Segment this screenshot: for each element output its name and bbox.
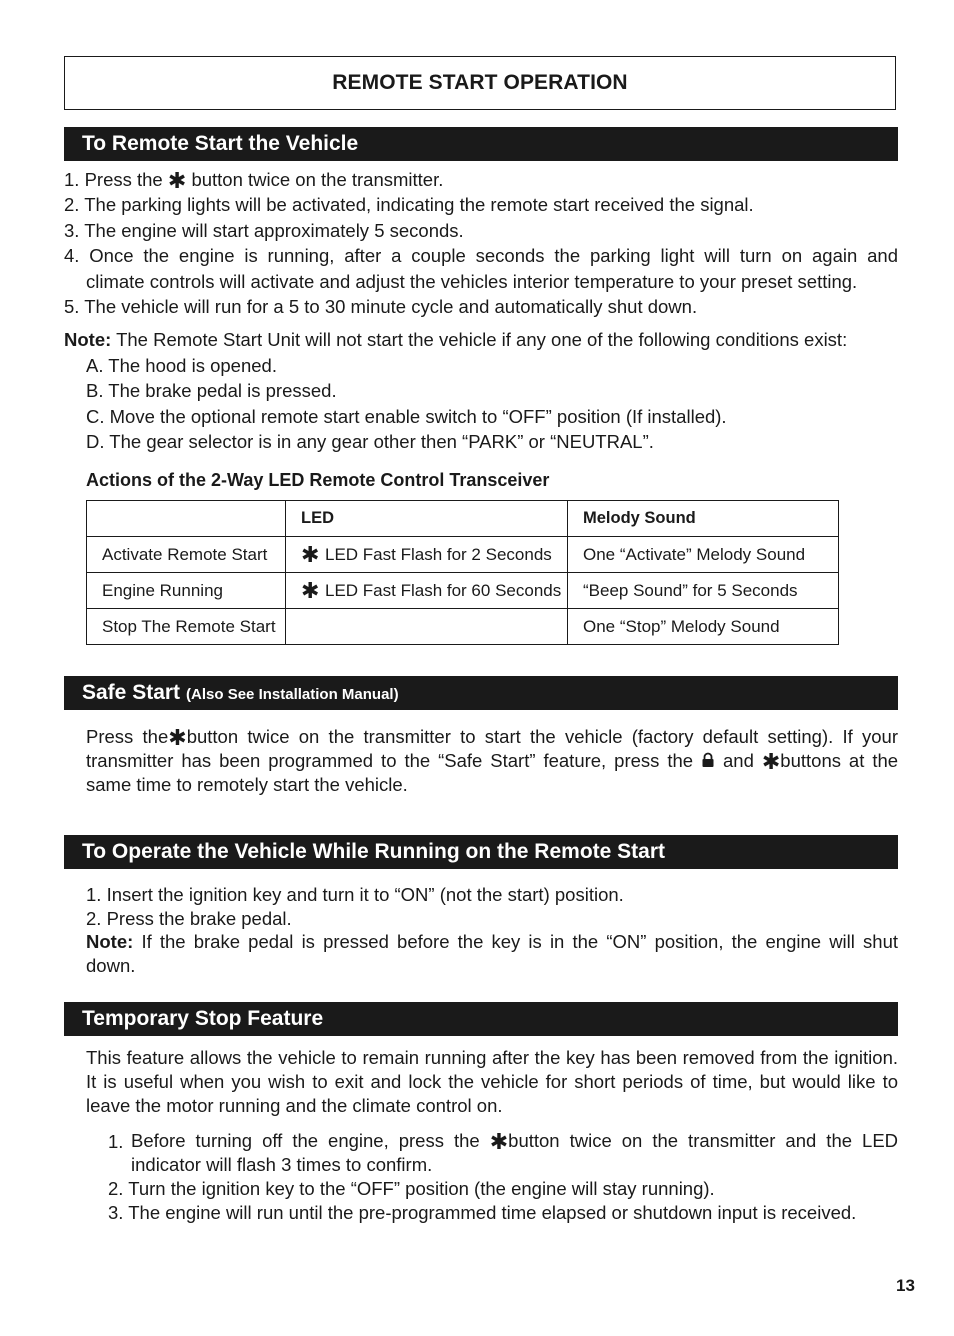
page-number: 13: [896, 1276, 915, 1295]
step-2: 2. The parking lights will be activated, indicating the remote start received the signal.: [64, 194, 754, 215]
led-actions-table: [86, 500, 839, 645]
condition-c: C. Move the optional remote start enable switch to “OFF” position (If installed).: [86, 406, 727, 427]
step-1-text: 1. Press the: [64, 169, 163, 190]
step-4-line-2: climate controls will activate and adjust the vehicles interior temperature to your preset setting.: [86, 271, 858, 292]
table-header-blank: [87, 501, 286, 537]
table-cell-led: [286, 573, 568, 609]
safe-start-text-2: button twice on the transmitter to start the vehicle (factory default setting). If your transmitter has been programmed to the “Safe Start” feature, press the: [86, 726, 898, 771]
asterisk-icon: ✱: [168, 725, 187, 750]
condition-b: B. The brake pedal is pressed.: [86, 380, 337, 401]
step-1: [64, 167, 443, 192]
table-cell-led: [286, 537, 568, 573]
table-header-melody: Melody Sound: [568, 501, 839, 537]
temp-step-1-text: Before turning off the engine, press the: [131, 1130, 480, 1151]
safe-start-text-1: Press the: [86, 726, 169, 747]
step-4-line-1: 4. Once the engine is running, after a couple seconds the parking light will turn on again and: [64, 245, 898, 266]
page-title: REMOTE START OPERATION: [64, 56, 896, 110]
safe-start-text-3: and: [723, 750, 754, 771]
table-row: [87, 537, 839, 573]
note-text: If the brake pedal is pressed before the key is in the “ON” position, the engine will shut down.: [86, 931, 898, 976]
note: [64, 327, 847, 352]
asterisk-icon: ✱: [301, 577, 320, 603]
step-5: 5. The vehicle will run for a 5 to 30 minute cycle and automatically shut down.: [64, 296, 698, 317]
table-cell-melody: One “Activate” Melody Sound: [568, 537, 839, 573]
table-cell-action: Engine Running: [87, 573, 286, 609]
table-cell-action: Activate Remote Start: [87, 537, 286, 573]
asterisk-icon: ✱: [167, 168, 187, 193]
section-heading-text: Temporary Stop Feature: [82, 1007, 324, 1030]
table-caption: Actions of the 2-Way LED Remote Control Transceiver: [86, 470, 550, 490]
table-row: [87, 609, 839, 645]
note-text: The Remote Start Unit will not start the vehicle if any one of the following conditions exist:: [116, 329, 848, 350]
led-text: LED Fast Flash for 2 Seconds: [325, 544, 552, 564]
asterisk-icon: ✱: [301, 541, 320, 567]
step-1-text-post: button twice on the transmitter.: [191, 169, 444, 190]
section-heading-text: To Remote Start the Vehicle: [82, 132, 359, 155]
led-text: LED Fast Flash for 60 Seconds: [325, 580, 562, 600]
asterisk-icon: ✱: [489, 1129, 509, 1154]
table-row: [87, 573, 839, 609]
table-cell-melody: One “Stop” Melody Sound: [568, 609, 839, 645]
table-cell-melody: “Beep Sound” for 5 Seconds: [568, 573, 839, 609]
table-cell-action: Stop The Remote Start: [87, 609, 286, 645]
operate-step-2: 2. Press the brake pedal.: [86, 908, 292, 929]
section-heading-text: To Operate the Vehicle While Running on the Remote Start: [82, 840, 666, 863]
safe-start-paragraph: [86, 725, 898, 797]
section-heading-remote-start: [64, 127, 898, 161]
temp-step-1: [131, 1129, 898, 1177]
section-heading-operate-running: [64, 835, 898, 869]
lock-icon: [701, 752, 715, 768]
table-header-led: LED: [286, 501, 568, 537]
temp-step-1-text-post: button twice on the transmitter and the LED indicator will flash 3 times to confirm.: [131, 1130, 899, 1175]
section-heading-safe-start: [64, 676, 898, 710]
table-cell-led: [286, 609, 568, 645]
operate-step-1: 1. Insert the ignition key and turn it to “ON” (not the start) position.: [86, 884, 624, 905]
temp-step-2: 2. Turn the ignition key to the “OFF” position (the engine will stay running).: [108, 1178, 715, 1199]
condition-d: D. The gear selector is in any gear other then “PARK” or “NEUTRAL”.: [86, 431, 654, 452]
note-label: Note:: [64, 329, 112, 350]
condition-a: A. The hood is opened.: [86, 355, 277, 376]
section-heading-text: Safe Start: [82, 681, 181, 704]
safe-start-text-4: buttons at the same time to remotely start the vehicle.: [86, 750, 899, 795]
section-heading-note: (Also See Installation Manual): [186, 686, 399, 703]
note-label: Note:: [86, 931, 134, 952]
temporary-stop-intro: This feature allows the vehicle to remain running after the key has been removed from the ignition. It is useful when you wish to exit and lock the vehicle for short periods of time, but would like to leave the motor running and the climate control on.: [86, 1047, 898, 1116]
section-heading-temporary-stop: [64, 1002, 898, 1036]
asterisk-icon: ✱: [761, 749, 781, 774]
temp-step-1-number: 1.: [108, 1131, 124, 1152]
step-3: 3. The engine will start approximately 5 seconds.: [64, 220, 464, 241]
table-header-row: [87, 501, 839, 537]
temp-step-3: 3. The engine will run until the pre-programmed time elapsed or shutdown input is received.: [108, 1202, 857, 1223]
operate-note: [86, 930, 898, 978]
